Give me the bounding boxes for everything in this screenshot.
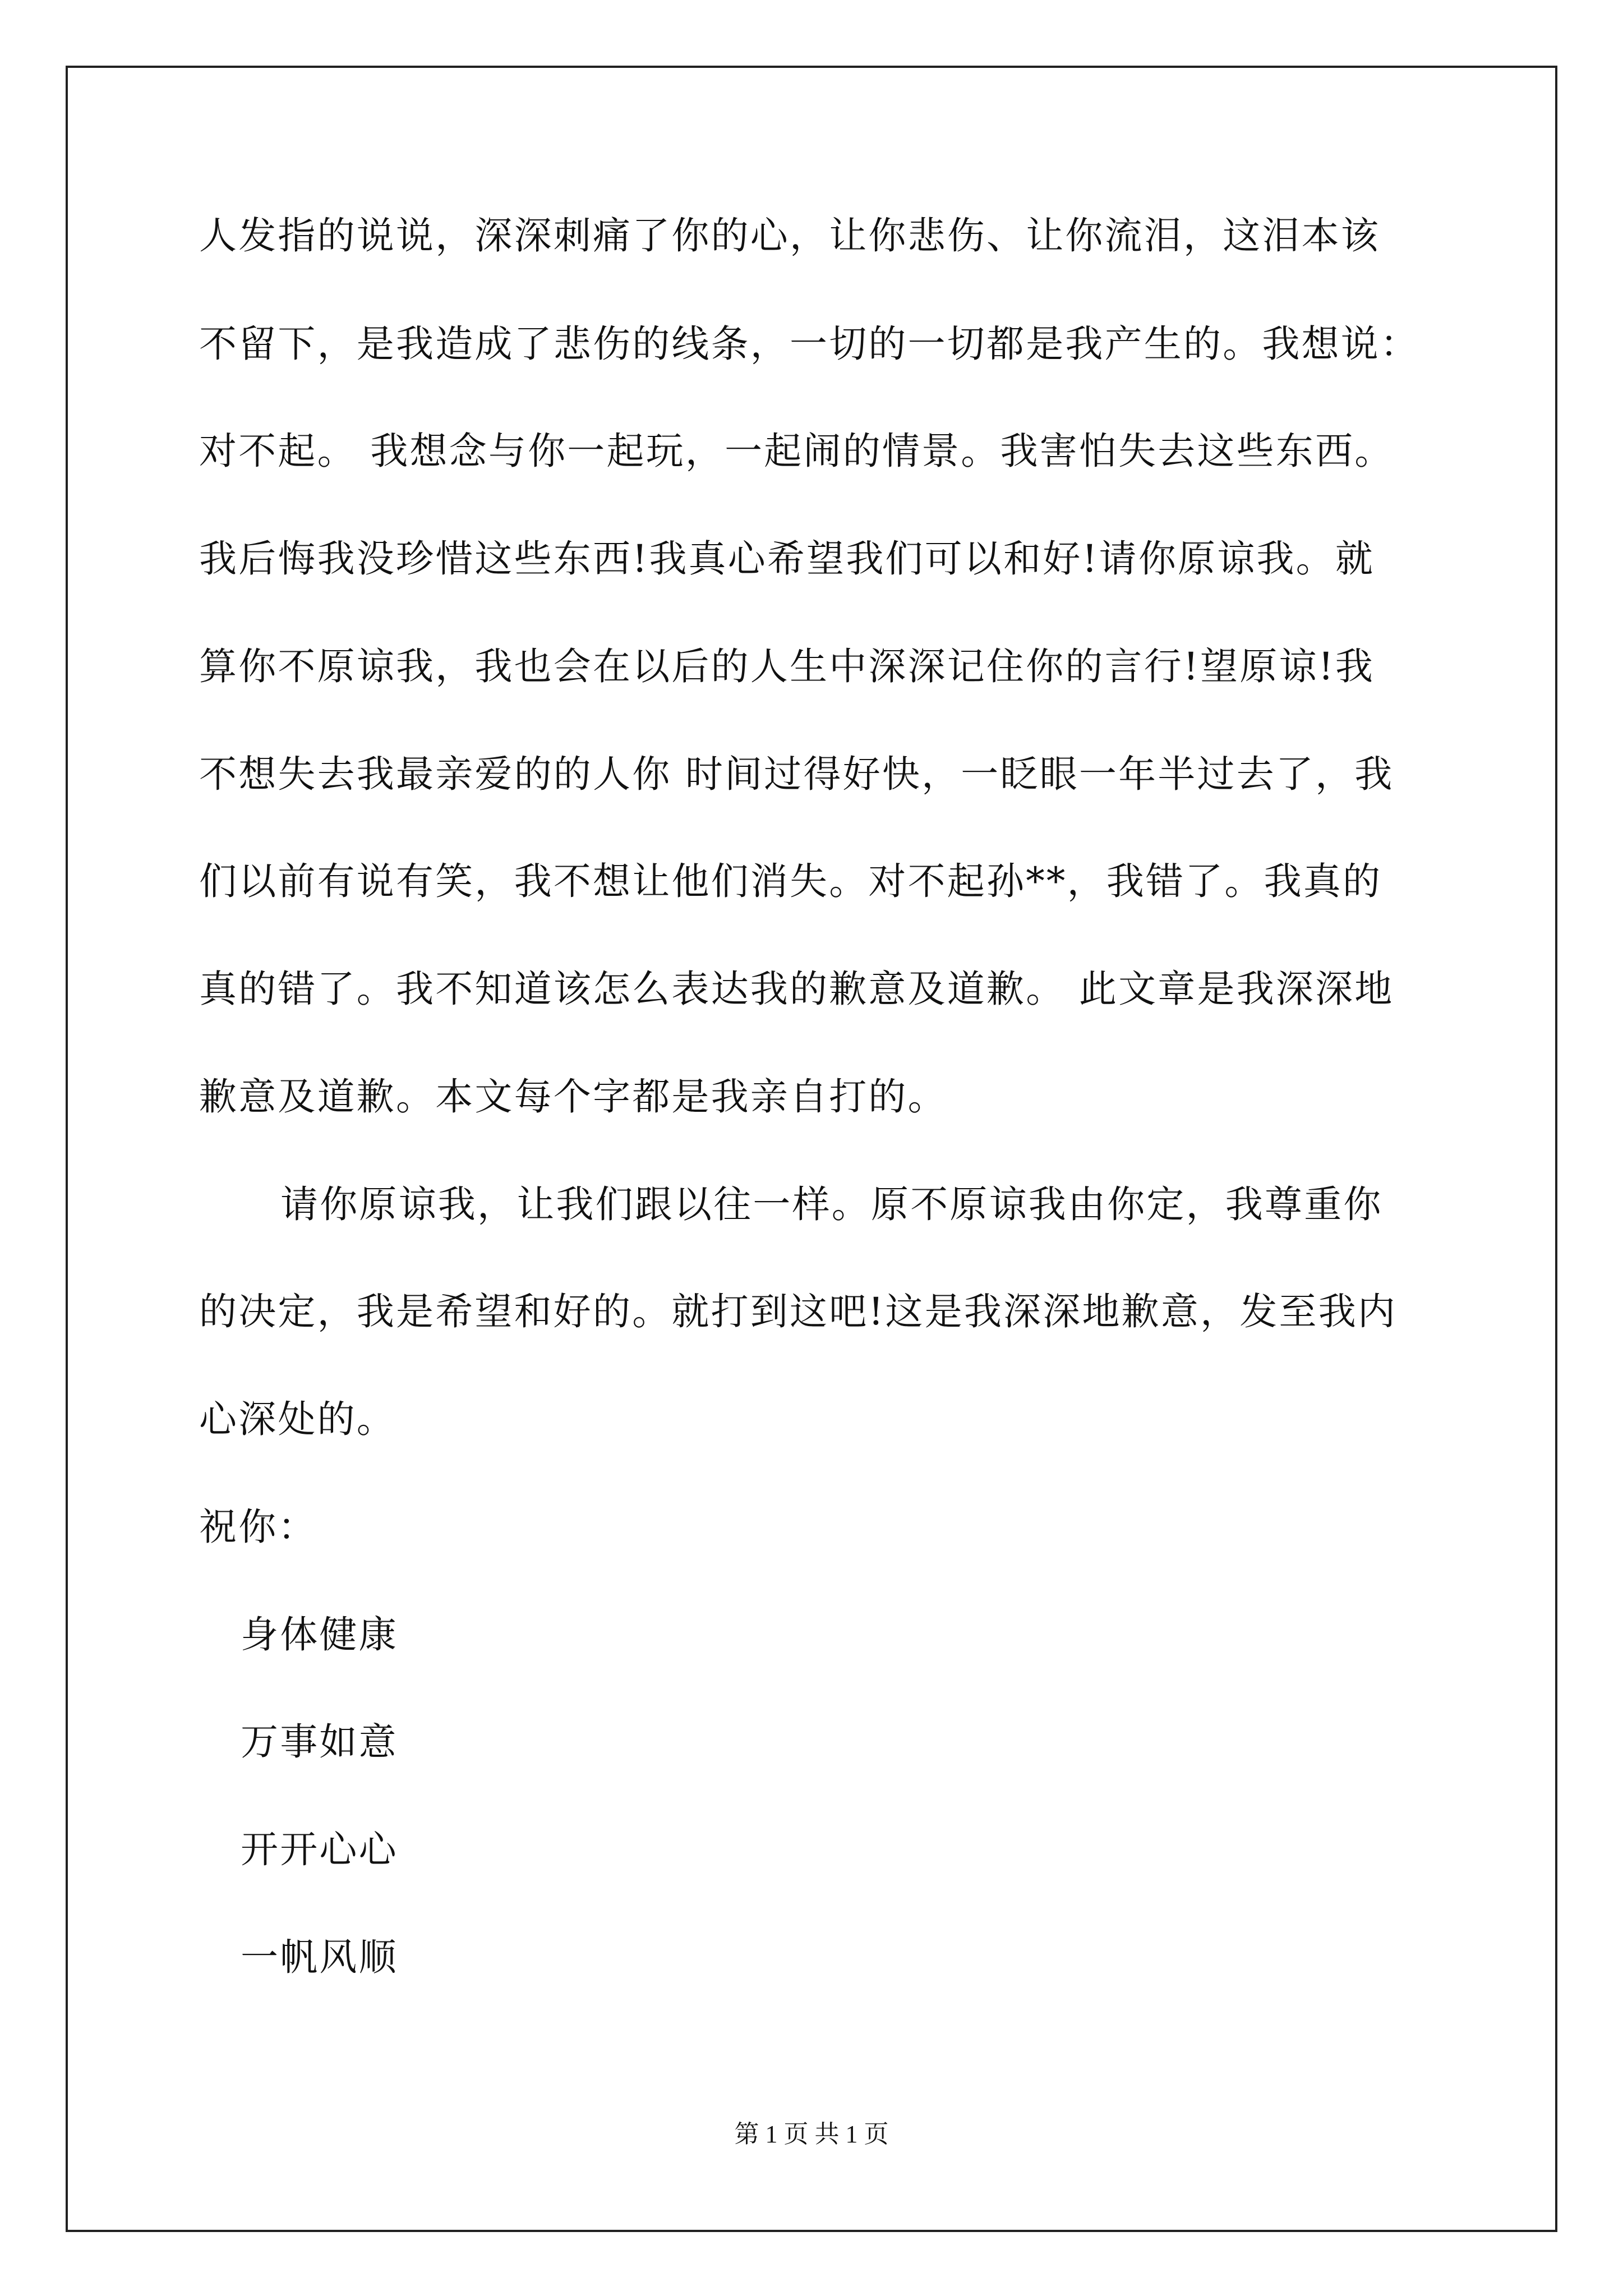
text-line: 不留下，是我造成了悲伤的线条，一切的一切都是我产生的。我想说： xyxy=(199,322,1420,366)
wish-line: 万事如意 xyxy=(241,1720,398,1764)
text-line: 们以前有说有笑，我不想让他们消失。对不起孙**，我错了。我真的 xyxy=(199,859,1382,903)
wish-line: 开开心心 xyxy=(241,1828,398,1871)
text-line: 歉意及道歉。本文每个字都是我亲自打的。 xyxy=(199,1075,947,1119)
text-line: 算你不原谅我，我也会在以后的人生中深深记住你的言行!望原谅!我 xyxy=(199,645,1375,688)
text-line: 真的错了。我不知道该怎么表达我的歉意及道歉。 此文章是我深深地 xyxy=(199,967,1394,1011)
wish-line: 身体健康 xyxy=(241,1613,398,1657)
text-line: 心深处的。 xyxy=(199,1397,396,1441)
text-line: 的决定，我是希望和好的。就打到这吧!这是我深深地歉意，发至我内 xyxy=(199,1290,1398,1333)
page-footer: 第 1 页 共 1 页 xyxy=(734,2120,889,2148)
page-border xyxy=(66,66,1557,2232)
wish-line: 一帆风顺 xyxy=(241,1935,398,1979)
greeting-line: 祝你： xyxy=(199,1505,317,1549)
text-line: 对不起。 我想念与你一起玩，一起闹的情景。我害怕失去这些东西。 xyxy=(199,429,1394,473)
text-line: 我后悔我没珍惜这些东西!我真心希望我们可以和好!请你原谅我。就 xyxy=(199,537,1375,581)
text-line: 人发指的说说，深深刺痛了你的心，让你悲伤、让你流泪，这泪本该 xyxy=(199,214,1380,257)
text-line: 不想失去我最亲爱的的人你 时间过得好快，一眨眼一年半过去了，我 xyxy=(199,752,1394,796)
paragraph-first-line: 请你原谅我，让我们跟以往一样。原不原谅我由你定，我尊重你 xyxy=(280,1182,1383,1226)
